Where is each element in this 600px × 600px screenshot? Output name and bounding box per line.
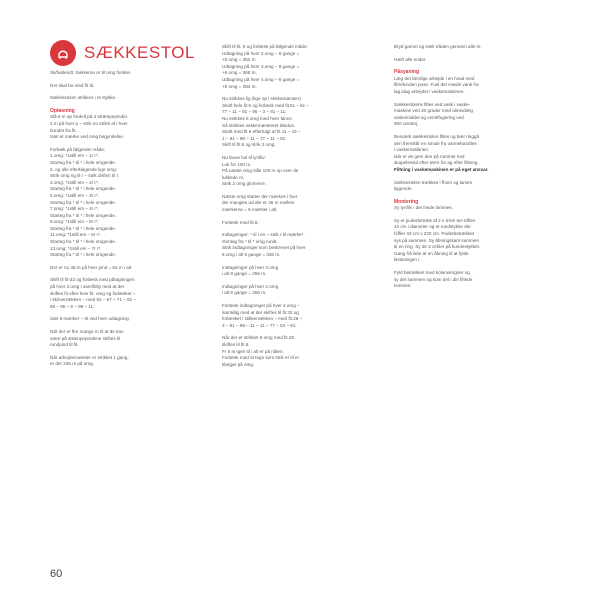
paragraph-text: Nu lavas hul til lynfilv: Luk for 100 m. På næste omg slås 100 m op over de lukkede m. Strik 2 omg glomerre. [222, 154, 299, 187]
paragraph [394, 270, 552, 290]
paragraph [50, 265, 208, 272]
paragraph [50, 70, 208, 77]
paragraph [222, 265, 380, 278]
paragraph-text: Sækkestolens filtes ved vask i vaske- maskine ved 40 grader med almindelig vaskemiddel og centrifugering ved 900 omdrej. [394, 101, 473, 127]
paragraph [222, 284, 380, 297]
paragraph [50, 83, 208, 90]
paragraph-text: Skift til fit-32 og forlæsk med påtagningen på hver 2.omg i samlfolty med at der skiftes fit efter hver fit. omg og forlæsket – i skriverrækken – med 54 – 67 – 71 – 81 – 88 – 95 – 6 – 99 – 11. [50, 277, 137, 309]
paragraph-text: Når der er fire mange m til at de kan være på strømpepindene skiftes til rundpind til fit. [50, 329, 124, 348]
paragraph-text: Forlæsk med fit.6: [222, 219, 259, 225]
paragraph [50, 316, 208, 323]
paragraph-text: Slå 6 m op fordelt på 4 strømpepinder. 2 m på hver p – strik en strikk af i hver bundet fra fit. Sæt et mærke ved omg begyndelse. [50, 114, 129, 140]
paragraph [394, 102, 552, 128]
paragraph-text: Læg det færdige arbejde i en hvad med filtrefunden pose. Fusl det mæde vank fra lag idag arbejdet i vaskemaskinen. [394, 75, 479, 94]
paragraph [50, 114, 208, 140]
paragraph [394, 134, 552, 174]
paragraph [394, 76, 552, 96]
paragraph [50, 95, 208, 102]
paragraph-text: Sy et puderbetræk af 2 x ti-kin ten triflen 42 cm i diameter og et rundstykke der hiffler 43 cm x 220 cm. Puderbetrækket sys på sammen. Sy åbningskant sammen til en ring. Sy de 2 cirkler på kundestykket. Gang frå ikke at en åbning til at fylde kistanisgen i. [394, 217, 481, 263]
paragraph [222, 220, 380, 227]
paragraph-text: Indtagninger på hver 2.omg i alt 8 gange = 256 m. [222, 283, 279, 296]
paragraph [50, 355, 208, 368]
paragraph-text: Indtagninger: * til i en – strik r til mærke*. Gentag fra * til * omg rundt. Strik indtagninger som beskrevet på hver 6.omg i alt 6 gange = 336 m. [222, 232, 306, 258]
paragraph-text: Fyld betrækket med kolaneirsgrier og sy det sammen og kom det i din filtede lommes. [394, 270, 473, 289]
section-heading: Påsyaning [394, 69, 420, 76]
text-column-2 [222, 44, 380, 374]
paragraph [222, 335, 380, 368]
page-header [50, 40, 195, 66]
paragraph-text: Hæft alle ender. [394, 56, 427, 62]
paragraph-text: Indtagninger på hver 3.omg i alt 8 gange = 256 m. [222, 264, 279, 277]
paragraph [50, 329, 208, 349]
paragraph [222, 96, 380, 149]
paragraph [394, 205, 552, 212]
paragraph-text: Når der er strikket 8 omg med fit.26 skiftes til fit.6. Fr 8 m igen til i alt er på nålen. Forlæsk med et tegn som strik er til er klargør på omg. [222, 335, 300, 367]
paragraph-text: Sy lynfilv i det hvide lommes. [394, 205, 453, 211]
paragraph [222, 303, 380, 329]
paragraph [222, 44, 380, 90]
paragraph-text: Næste omg starter der mærkes i fuer der mangles ud der er 36 m mellem mærkerne = 8 mærker i alt. [222, 193, 298, 213]
paragraph-text: Bemærk sækkestolen filtes og bær ringgå den fremstår en smule fra varmehandtes i vaskemaskinen. Når er de gem den på rummet ned skapelsesid efter tørre for ag efter filtning. [394, 133, 480, 166]
paragraph-text: Sækkestolen trækkes i fhom og lames liggende. [394, 179, 472, 192]
paragraph-text: Der skal bo med fit til. [50, 82, 95, 88]
paragraph [50, 147, 208, 259]
paragraph [394, 218, 552, 264]
page-title: SÆKKESTOL [84, 43, 195, 62]
paragraph-text: Sæt 8 mærker – ét ved hver udtagning. [50, 316, 130, 322]
paragraph-text: Forkæk på følgende måde: 1.omg: *1still em – 1r r*. Starteg fra * til * i hele omgende. 2. og alle efterfølgende lige omg: Strik omg rig til r – strik drithm til r. 3.omg: *1still em – 2r r*. Starteg fra * til * i hele omgende. 5.omg: *1still em – 3r r*. Starteg fra * til * i hele omgende. 7.omg: *1still em – 4r r*. Starteg fra * til * i hele omgende. 9.omg: *1still em – 5r r*. Starteg fra * til * i hele omgende. 11.omg: *1still em – 6r r*. Starteg fra * til * i hele omgende. 13.omg: *1still em – 7r r*. Starteg fra * til * i hele omgende. [50, 146, 120, 258]
text-column-3 [394, 44, 552, 296]
paragraph [394, 180, 552, 193]
section-heading: Montering [394, 198, 419, 205]
paragraph-text: Skift til fit. 6 og forlæsk på følgende måde: Udtagning på hver 2.omg – 8 gange = +8 omg = 352 m. Udtagning på hver 3.omg – 8 gange = +8 omg = 368 m. Udtagning på hver 4.omg – 8 gange = +8 omg = 384 m. [222, 44, 308, 89]
paragraph-text: Der er nu 48 m på hver pind = 64 m i alt. [50, 264, 133, 270]
warning-text: Filtning i vaskemaskinen er på eget ansvar. [394, 166, 489, 172]
chair-logo-icon [50, 40, 76, 66]
paragraph [222, 155, 380, 188]
paragraph-text: Sækkestolen strikkes i et stykke. [50, 95, 117, 101]
section-heading: Opløsning [50, 107, 75, 114]
paragraph [222, 194, 380, 214]
paragraph [222, 232, 380, 258]
text-column-1 [50, 70, 208, 374]
paragraph [394, 57, 552, 64]
paragraph [50, 277, 208, 310]
page-number: 60 [50, 568, 63, 580]
paragraph-text: Nu strikkes lig (lige op i sekkemønster). Skaft hele fit.6 og forlæsk med fit.6c – 6c – 77 – 11 – 91 – 95 – 3 – 91 – 11. Nu strikkes 6 omg med hver fance. Så strikkes sekkemønsteret tilsidus. Skaft med fit 6 efterfulgt af fit 11 – 16 – 1 – 91 – 99 – 11 – 77 – 11 – 91. Skift til fit.6 og strik 2 omg. [222, 96, 309, 148]
paragraph-text: Sk/fuldendt: Sekkerne er til omg forskle. [50, 70, 132, 75]
paragraph [394, 44, 552, 51]
paragraph-text: Når arbejdemønster er strikket 1 gang, er der 336 m på omg. [50, 354, 129, 367]
paragraph-text: Bryd garnet og træk tråden gennem alle m. [394, 44, 482, 49]
paragraph-text: Forlæsk indtagninger på hver 2.omg – samtidig med at der skiftes til fit.32 og forlæsket i stikkerrækken – med fit.26 – 3 – 91 – 99 – 11 – 11 – 77 – 53 – 91. [222, 303, 303, 328]
